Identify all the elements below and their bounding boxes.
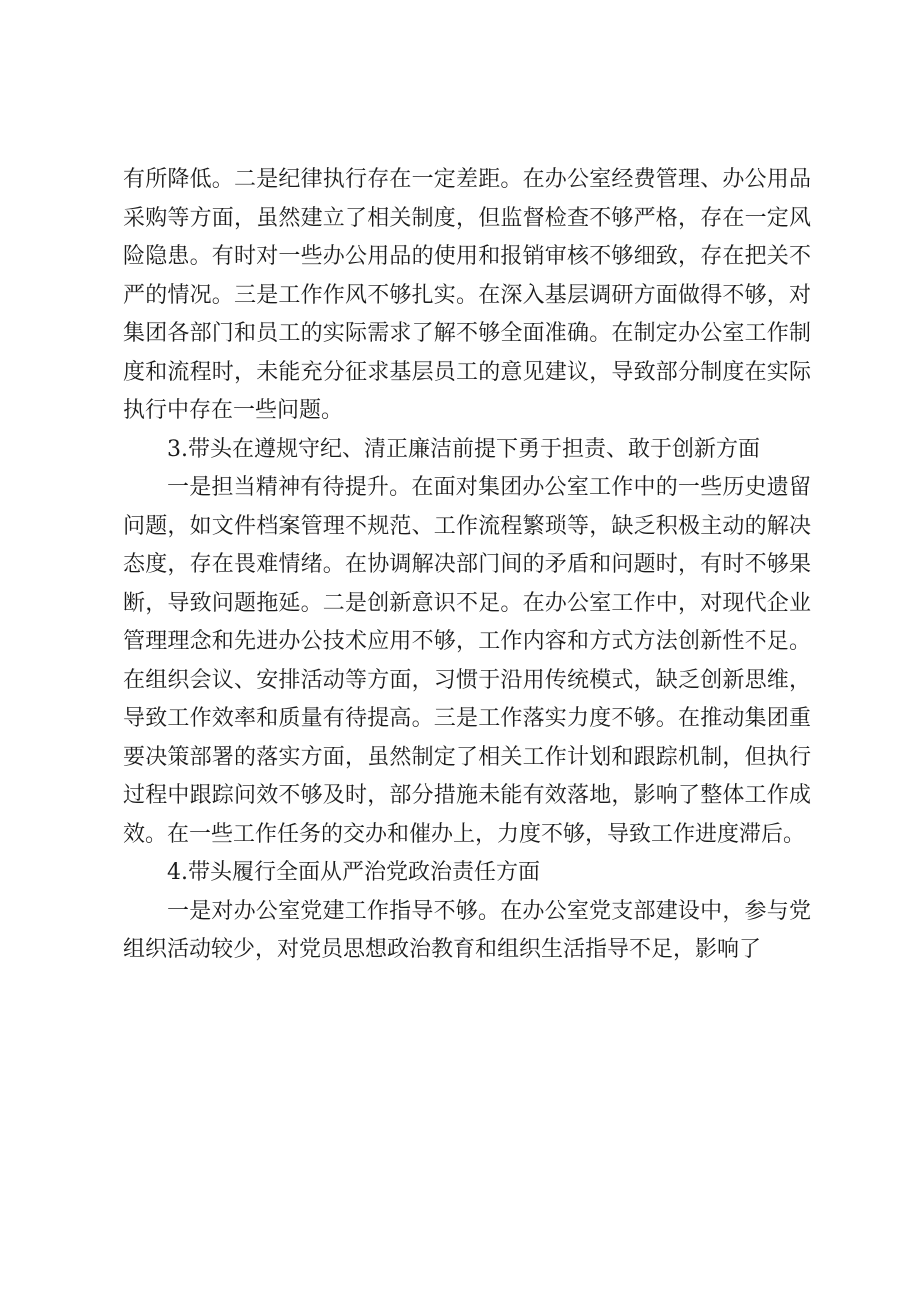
paragraph-continued: 有所降低。二是纪律执行存在一定差距。在办公室经费管理、办公用品采购等方面，虽然建立了相关制度，但监督检查不够严格，存在一定风险隐患。有时对一些办公用品的使用和报销审核不够细致，存在把关不严的情况。三是工作作风不够扎实。在深入基层调研方面做得不够，对集团各部门和员工的实际需求了解不够全面准确。在制定办公室工作制度和流程时，未能充分征求基层员工的意见建议，导致部分制度在实际执行中存在一些问题。 (123, 167, 811, 423)
document-body (123, 161, 811, 970)
section-heading-4: 4.带头履行全面从严治党政治责任方面 (167, 860, 540, 885)
section-heading-3: 3.带头在遵规守纪、清正廉洁前提下勇于担责、敢于创新方面 (167, 436, 760, 462)
paragraph-section-4: 一是对办公室党建工作指导不够。在办公室党支部建设中，参与党组织活动较少，对党员思想政治教育和组织生活指导不足，影响了 (123, 898, 811, 962)
paragraph-section-3: 一是担当精神有待提升。在面对集团办公室工作中的一些历史遗留问题，如文件档案管理不规范、工作流程繁琐等，缺乏积极主动的解决态度，存在畏难情绪。在协调解决部门间的矛盾和问题时，有时不够果断，导致问题拖延。二是创新意识不足。在办公室工作中，对现代企业管理理念和先进办公技术应用不够，工作内容和方式方法创新性不足。在组织会议、安排活动等方面，习惯于沿用传统模式，缺乏创新思维，导致工作效率和质量有待提高。三是工作落实力度不够。在推动集团重要决策部署的落实方面，虽然制定了相关工作计划和跟踪机制，但执行过程中跟踪问效不够及时，部分措施未能有效落地，影响了整体工作成效。在一些工作任务的交办和催办上，力度不够，导致工作进度滞后。 (123, 475, 811, 847)
